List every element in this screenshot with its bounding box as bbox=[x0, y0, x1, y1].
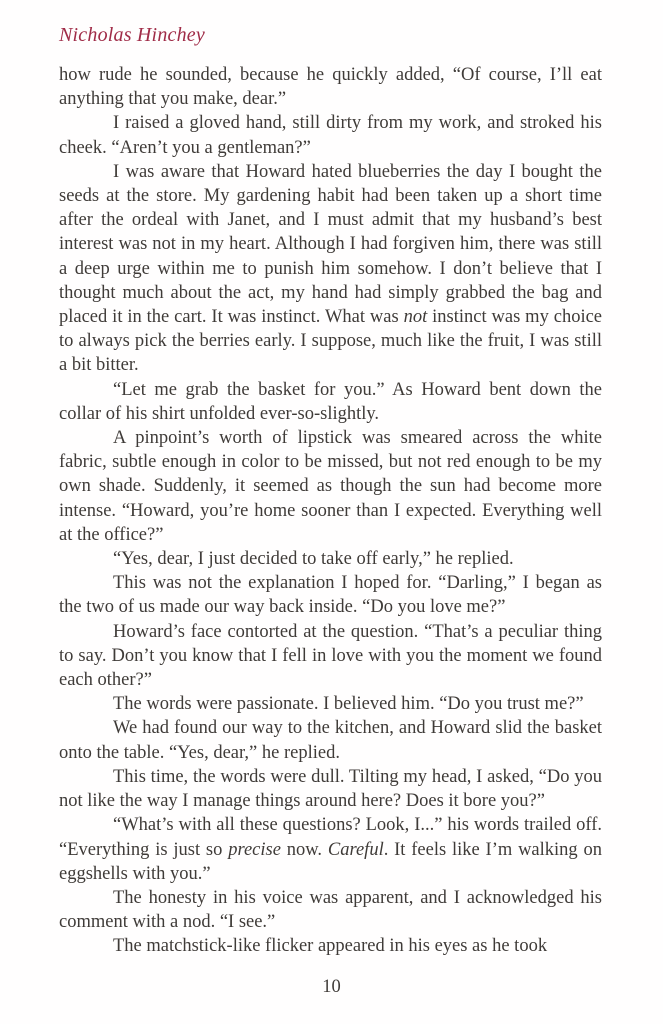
page-number: 10 bbox=[322, 977, 341, 997]
text-run: instinct was my choice to always pick the berries early. I suppose, much like the fruit, I was still a bit bitter. bbox=[59, 307, 603, 376]
italic-run: precise bbox=[228, 839, 281, 860]
text-run: This time, the words were dull. Tilting my head, I asked, “Do you not like the way I manage things around here? Does it bore you?” bbox=[59, 766, 602, 812]
text-run: The honesty in his voice was apparent, and I acknowledged his comment with a nod. “I see.” bbox=[59, 887, 602, 933]
text-run: I raised a gloved hand, still dirty from my work, and stroked his cheek. “Aren’t you a gentleman?” bbox=[59, 113, 602, 158]
text-run: We had found our way to the kitchen, and Howard slid the basket onto the table. “Yes, dear,” he replied. bbox=[59, 718, 602, 763]
paragraph bbox=[59, 620, 602, 693]
paragraph bbox=[59, 426, 602, 547]
paragraph bbox=[59, 547, 602, 571]
paragraph bbox=[59, 378, 602, 426]
paragraph bbox=[59, 813, 602, 886]
text-run: The matchstick-like flicker appeared in his eyes as he took bbox=[113, 936, 548, 957]
paragraph bbox=[59, 111, 602, 159]
text-run: A pinpoint’s worth of lipstick was smeared across the white fabric, subtle enough in color to be missed, but not red enough to be my own shade. Suddenly, it seemed as though the sun had become more intense. “Howard, you’re home sooner than I expected. Everything well at the office?” bbox=[59, 428, 602, 545]
paragraph bbox=[59, 160, 602, 378]
text-run: how rude he sounded, because he quickly added, “Of course, I’ll eat anything that you make, dear.” bbox=[59, 65, 602, 110]
body-text bbox=[59, 63, 602, 959]
paragraph bbox=[59, 765, 602, 813]
paragraph bbox=[59, 886, 602, 934]
text-run: The words were passionate. I believed him. “Do you trust me?” bbox=[113, 694, 584, 715]
text-run: This was not the explanation I hoped for. “Darling,” I began as the two of us made our way back inside. “Do you love me?” bbox=[59, 573, 602, 618]
paragraph bbox=[59, 571, 602, 619]
author-header: Nicholas Hinchey bbox=[59, 24, 205, 46]
text-run: “What’s with all these questions? Look, I...” his words trailed off. “Everything is just so bbox=[59, 815, 602, 860]
text-run: now. bbox=[280, 839, 328, 860]
paragraph bbox=[59, 692, 602, 716]
text-run: I was aware that Howard hated blueberries the day I bought the seeds at the store. My gardening habit had been taken up a short time after the ordeal with Janet, and I must admit that my husband’s best interest was not in my heart. Although I had forgiven him, there was still a deep urge within me to punish him somehow. I don’t believe that I thought much about the act, my hand had simply grabbed the bag and placed it in the cart. It was instinct. What was bbox=[59, 161, 602, 328]
paragraph bbox=[59, 716, 602, 764]
paragraph bbox=[59, 934, 602, 958]
text-run: Howard’s face contorted at the question. “That’s a peculiar thing to say. Don’t you know that I fell in love with you the moment we found each other?” bbox=[59, 621, 602, 691]
paragraph bbox=[59, 63, 602, 111]
text-run: “Let me grab the basket for you.” As Howard bent down the collar of his shirt unfolded ever-so-slightly. bbox=[59, 379, 602, 424]
italic-run: Careful bbox=[327, 839, 384, 860]
text-run: “Yes, dear, I just decided to take off early,” he replied. bbox=[113, 549, 514, 570]
italic-run: not bbox=[403, 307, 428, 328]
text-run: . It feels like I’m walking on eggshells with you.” bbox=[59, 839, 602, 884]
